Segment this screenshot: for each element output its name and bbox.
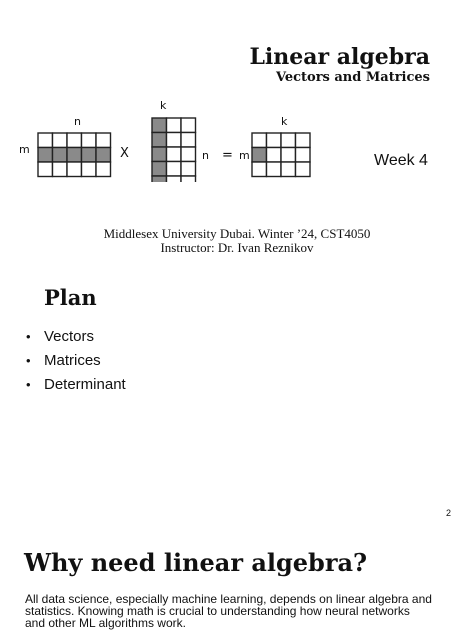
slide-subtitle: Vectors and Matrices [275,70,430,85]
matrix-cell [38,162,53,177]
matrix-cell [181,118,196,133]
bullet-icon: • [26,353,31,368]
matrix-cell [296,133,311,148]
list-item [26,327,126,351]
matrix-cell [67,162,82,177]
matrix-a [38,133,111,177]
matrix-cell [167,176,182,182]
matrix-cell [67,133,82,148]
week-label: Week 4 [374,152,428,169]
label-k-result: k [281,115,288,128]
body-line: All data science, especially machine learning, depends on linear algebra and [25,592,432,606]
matrix-cell [96,148,111,163]
plan-slide [0,266,474,524]
matrix-cell [252,133,267,148]
list-item-label: Determinant [44,376,126,393]
why-slide [0,524,474,632]
matrix-cell [152,162,167,177]
list-item [26,351,126,375]
matrix-cell [181,133,196,148]
label-m-right: m [239,149,250,162]
matrix-result [252,133,310,177]
affiliation: Middlesex University Dubai. Winter ’24, CST4050 [103,226,371,241]
matrix-cell [82,148,97,163]
matrix-cell [296,162,311,177]
matrix-cell [152,147,167,162]
matrix-multiplication-diagram [14,96,314,182]
matrix-cell [167,162,182,177]
bullet-icon: • [26,377,31,392]
matrix-cell [181,176,196,182]
label-k-top: k [160,99,167,112]
body-line: and other ML algorithms work. [25,616,186,630]
matrix-cell [67,148,82,163]
matrix-cell [267,133,282,148]
why-title: Why need linear algebra? [24,548,368,577]
title-slide [0,0,474,266]
matrix-cell [252,162,267,177]
label-n-right: n [202,149,209,162]
matrix-cell [167,118,182,133]
instructor: Instructor: Dr. Ivan Reznikov [160,240,314,255]
list-item-label: Vectors [44,328,95,345]
matrix-cell [281,162,296,177]
bullet-icon: • [26,329,31,344]
matrix-cell [252,148,267,163]
matrix-cell [181,147,196,162]
matrix-cell [167,133,182,148]
equals-operator: = [222,148,233,163]
matrix-cell [281,133,296,148]
matrix-cell [267,148,282,163]
matrix-cell [296,148,311,163]
matrix-cell [152,176,167,182]
multiply-operator: X [120,146,129,161]
list-item [26,375,126,399]
matrix-cell [281,148,296,163]
matrix-cell [38,133,53,148]
label-n-top: n [74,115,81,128]
matrix-cell [96,133,111,148]
matrix-cell [181,162,196,177]
plan-title: Plan [44,285,97,310]
matrix-diagram-svg [14,96,314,182]
slide-title: Linear algebra [249,44,430,70]
matrix-cell [167,147,182,162]
matrix-b [152,118,196,182]
matrix-cell [38,148,53,163]
matrix-cell [152,133,167,148]
matrix-cell [82,162,97,177]
label-m-left: m [19,143,30,156]
matrix-cell [152,118,167,133]
matrix-cell [53,133,68,148]
page-number: 2 [445,508,451,518]
matrix-cell [53,162,68,177]
matrix-cell [96,162,111,177]
matrix-cell [82,133,97,148]
matrix-cell [53,148,68,163]
body-line: statistics. Knowing math is crucial to understanding how neural networks [25,604,410,618]
why-body [25,593,455,629]
matrix-cell [267,162,282,177]
list-item-label: Matrices [44,352,101,369]
plan-list [26,327,126,399]
